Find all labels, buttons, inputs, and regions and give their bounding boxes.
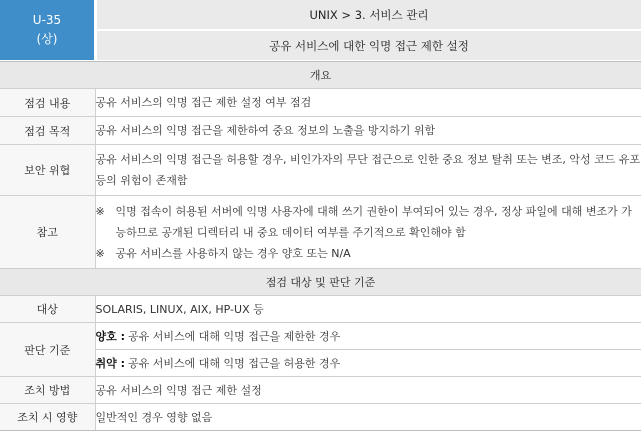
item-code: U-35 — [32, 13, 62, 27]
row-label: 조치 시 영향 — [0, 404, 95, 431]
reference-note — [96, 201, 641, 243]
category-title — [97, 0, 641, 29]
table-row — [0, 145, 641, 196]
item-title-text: 공유 서비스에 대한 익명 접근 제한 설정 — [269, 38, 469, 53]
reference-note — [96, 243, 641, 264]
row-label: 보안 위협 — [0, 145, 95, 196]
section-title-overview: 개요 — [0, 62, 641, 89]
good-text: 공유 서비스에 대해 익명 접근을 제한한 경우 — [127, 329, 341, 343]
section-title-criteria: 점검 대상 및 판단 기준 — [0, 269, 641, 296]
item-id-badge — [0, 0, 94, 60]
table-row-judgement-bad — [0, 350, 641, 377]
note-text: 공유 서비스를 사용하지 않는 경우 양호 또는 N/A — [115, 246, 351, 260]
table-row — [0, 89, 641, 117]
row-value: 공유 서비스의 익명 접근 제한 설정 — [95, 377, 641, 404]
row-label: 점검 목적 — [0, 117, 95, 145]
row-value: 공유 서비스의 익명 접근 제한 설정 여부 점검 — [95, 89, 641, 117]
inspection-table — [0, 61, 641, 431]
row-value: 공유 서비스의 익명 접근을 제한하여 중요 정보의 노출을 방지하기 위함 — [95, 117, 641, 145]
judgement-good — [95, 323, 641, 350]
table-row — [0, 404, 641, 431]
row-label: 참고 — [0, 196, 95, 269]
section-row-criteria — [0, 269, 641, 296]
row-value: SOLARIS, LINUX, AIX, HP-UX 등 — [95, 296, 641, 323]
table-row-judgement-good — [0, 323, 641, 350]
note-text: 익명 접속이 허용된 서버에 익명 사용자에 대해 쓰기 권한이 부여되어 있는 경우, 정상 파일에 대해 변조가 가능하므로 공개된 디렉터리 내 중요 데이터 여부를 주기적으로 확인해야 함 — [115, 204, 632, 239]
table-row-reference — [0, 196, 641, 269]
row-label: 점검 내용 — [0, 89, 95, 117]
note-mark: ※ — [95, 204, 105, 218]
bad-tag: 취약 : — [95, 356, 125, 370]
row-value: 일반적인 경우 영향 없음 — [95, 404, 641, 431]
table-row — [0, 117, 641, 145]
category-text: UNIX > 3. 서비스 관리 — [309, 7, 429, 22]
row-label: 판단 기준 — [0, 323, 95, 377]
judgement-bad — [95, 350, 641, 377]
good-tag: 양호 : — [95, 329, 125, 343]
row-label: 대상 — [0, 296, 95, 323]
bad-text: 공유 서비스에 대해 익명 접근을 허용한 경우 — [127, 356, 341, 370]
reference-notes — [95, 196, 641, 269]
table-row — [0, 296, 641, 323]
item-title — [97, 31, 641, 60]
note-mark: ※ — [95, 246, 105, 260]
table-row — [0, 377, 641, 404]
row-label: 조치 방법 — [0, 377, 95, 404]
row-value: 공유 서비스의 익명 접근을 허용할 경우, 비인가자의 무단 접근으로 인한 중요 정보 탈취 또는 변조, 악성 코드 유포 등의 위험이 존재함 — [95, 145, 641, 196]
item-level: (상) — [36, 32, 58, 46]
section-row-overview — [0, 62, 641, 89]
